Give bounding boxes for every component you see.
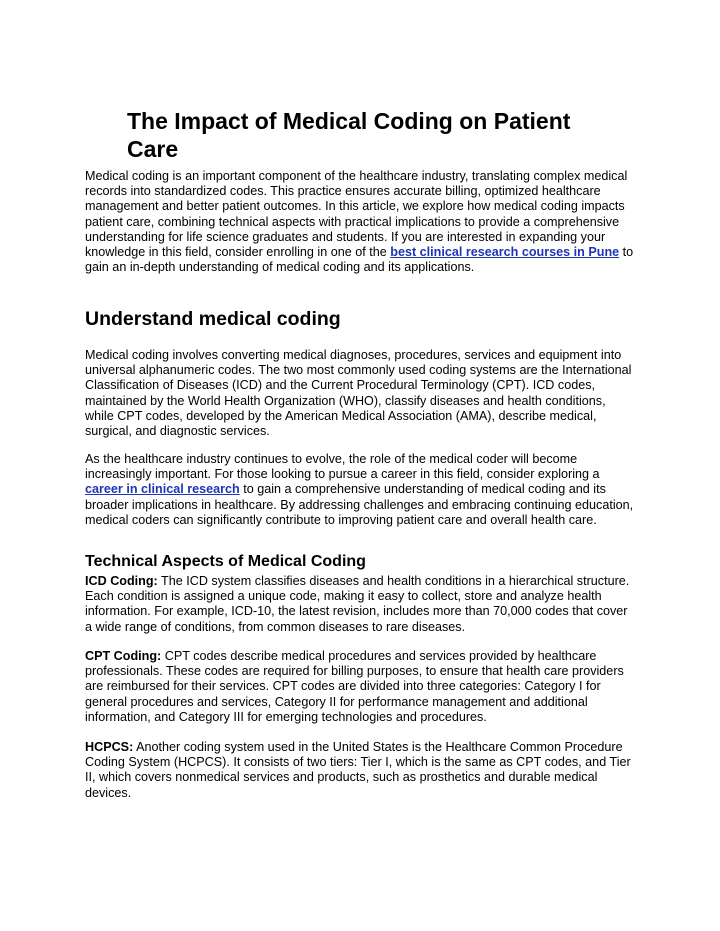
section-heading-technical: Technical Aspects of Medical Coding <box>85 553 366 570</box>
cpt-paragraph <box>85 649 637 725</box>
section1-paragraph-1: Medical coding involves converting medical diagnoses, procedures, services and equipment into universal alphanumeric codes. The two most commonly used coding systems are the International Classification of Diseases (ICD) and the Current Procedural Terminology (CPT). ICD codes, maintained by the World Health Organization (WHO), classify diseases and health conditions, while CPT codes, developed by the American Medical Association (AMA), describe medical, surgical, and diagnostic services. <box>85 348 632 439</box>
hcpcs-paragraph <box>85 740 637 801</box>
clinical-research-courses-link[interactable]: best clinical research courses in Pune <box>390 245 620 260</box>
section1-text-after-link: to gain a comprehensive understanding of medical coding and its broader implications in healthcare. By addressing challenges and embracing continuing education, medical coders can significantly contribute to improving patient care and overall health care. <box>85 482 634 527</box>
cpt-text: CPT codes describe medical procedures and services provided by healthcare professionals. These codes are required for billing purposes, to ensure that health care providers are reimbursed for their services. CPT codes are divided into three categories: Category I for general procedures and services, Category II for performance management and additional information, and Category III for emerging technologies and procedures. <box>85 649 624 724</box>
page-title: The Impact of Medical Coding on Patient Care <box>127 108 571 162</box>
intro-text-before-link: Medical coding is an important component of the healthcare industry, translating complex medical records into standardized codes. This practice ensures accurate billing, optimized healthcare management and better patient outcomes. In this article, we explore how medical coding impacts patient care, combining technical aspects with practical implications to provide a comprehensive understanding for life science graduates and students. If you are interested in expanding your knowledge in this field, consider enrolling in one of the <box>85 169 628 260</box>
icd-label: ICD Coding: <box>85 574 158 588</box>
intro-paragraph <box>85 169 637 275</box>
section1-text-before-link: As the healthcare industry continues to evolve, the role of the medical coder will become increasingly important. For those looking to pursue a career in this field, consider exploring a <box>85 452 600 482</box>
intro-text-after-link: to gain an in-depth understanding of medical coding and its applications. <box>85 245 634 275</box>
cpt-label: CPT Coding: <box>85 649 162 663</box>
section1-paragraph-2 <box>85 452 637 528</box>
hcpcs-text: Another coding system used in the United States is the Healthcare Common Procedure Coding System (HCPCS). It consists of two tiers: Tier I, which is the same as CPT codes, and Tier II, which covers nonmedical services and products, such as prosthetics and durable medical devices. <box>85 740 631 800</box>
career-clinical-research-link[interactable]: career in clinical research <box>85 482 240 497</box>
section-heading-understand: Understand medical coding <box>85 308 341 330</box>
icd-text: The ICD system classifies diseases and health conditions in a hierarchical structure. Each condition is assigned a unique code, making it easy to collect, store and analyze health information. For example, ICD-10, the latest revision, includes more than 70,000 codes that cover a wide range of conditions, from common diseases to rare diseases. <box>85 574 630 634</box>
hcpcs-label: HCPCS: <box>85 740 134 754</box>
icd-paragraph <box>85 574 637 635</box>
